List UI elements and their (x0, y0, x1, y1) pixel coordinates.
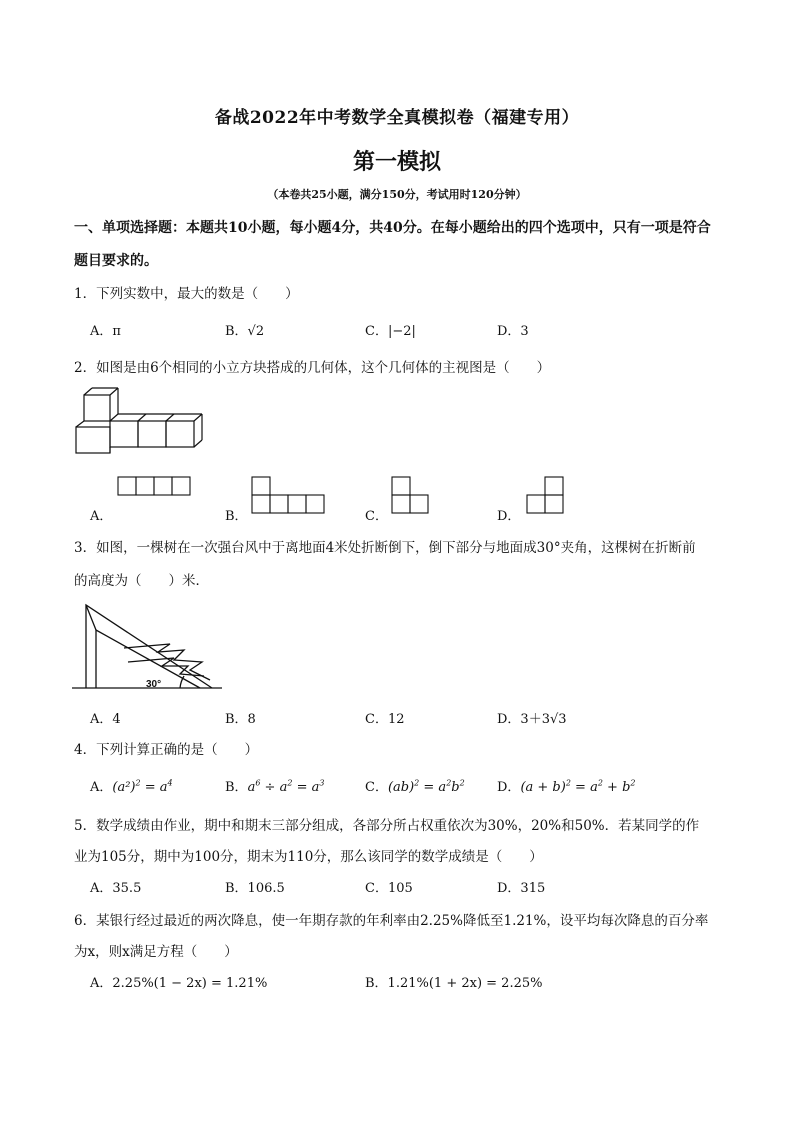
q6-option-a: A．2.25%(1 − 2x) = 1.21% (90, 976, 268, 991)
q2-option-d-figure (526, 476, 566, 516)
q2-option-b-figure (251, 476, 325, 516)
q2-option-a-label: A． (90, 509, 113, 524)
q4-option-a: A．$(a^2)^2 = a^4$ (90, 778, 173, 795)
q5-option-d: D．315 (497, 881, 546, 896)
q3-option-a: A．4 (90, 712, 121, 727)
question-1-stem: 1．下列实数中，最大的数是（ ） (74, 286, 299, 302)
q3-option-c: C．12 (365, 712, 405, 727)
q5-option-a: A．35.5 (90, 881, 142, 896)
question-2-stem: 2．如图是由6个相同的小立方块搭成的几何体，这个几何体的主视图是（ ） (74, 360, 551, 376)
q1-option-c: C．|−2| (365, 324, 416, 339)
q5-option-b: B．106.5 (225, 881, 285, 896)
q3-angle-label: 30° (146, 679, 162, 690)
q3-option-d: D．3＋3√3 (497, 712, 567, 727)
q2-cube-figure (70, 383, 210, 455)
question-5-line2: 业为105分，期中为100分，期末为110分，那么该同学的数学成绩是（ ） (74, 849, 543, 865)
q2-option-b-label: B． (225, 509, 248, 524)
q4-option-b: B．$a^6 \div a^2 = a^3$ (225, 778, 325, 795)
q5-option-c: C．105 (365, 881, 413, 896)
section-heading-line2: 题目要求的。 (74, 253, 158, 269)
q4-option-c: C．$(ab)^2 = a^2b^2$ (365, 778, 465, 795)
q3-broken-tree-figure (72, 600, 232, 695)
q6-option-b: B．1.21%(1 + 2x) = 2.25% (365, 976, 543, 991)
document-title: 备战2022年中考数学全真模拟卷（福建专用） (214, 108, 580, 128)
q1-option-a: A．π (90, 324, 121, 339)
question-3-line1: 3．如图，一棵树在一次强台风中于离地面4米处折断倒下，倒下部分与地面成30°夹角，这棵树在折断前 (74, 540, 696, 556)
q2-option-c-figure (391, 476, 431, 516)
q1-option-d: D．3 (497, 324, 529, 339)
question-6-line2: 为x，则x满足方程（ ） (74, 944, 238, 960)
section-heading-line1: 一、单项选择题：本题共10小题，每小题4分，共40分。在每小题给出的四个选项中，只有一项是符合 (74, 220, 711, 236)
q2-option-d-label: D． (497, 509, 521, 524)
exam-note: （本卷共25小题，满分150分，考试用时120分钟） (267, 188, 527, 201)
document-subtitle: 第一模拟 (352, 149, 441, 175)
q2-option-c-label: C． (365, 509, 388, 524)
q2-option-a-figure (117, 476, 191, 498)
q1-option-b: B．√2 (225, 324, 265, 339)
q3-option-b: B．8 (225, 712, 256, 727)
q4-option-d: D．$(a + b)^2 = a^2 + b^2$ (497, 778, 636, 795)
question-4-stem: 4．下列计算正确的是（ ） (74, 742, 259, 758)
question-3-line2: 的高度为（ ）米． (74, 573, 209, 589)
question-6-line1: 6．某银行经过最近的两次降息，使一年期存款的年利率由2.25%降低至1.21%，设平均每次降息的百分率 (74, 913, 709, 929)
question-5-line1: 5．数学成绩由作业，期中和期末三部分组成，各部分所占权重依次为30%，20%和50%．若某同学的作 (74, 818, 700, 834)
